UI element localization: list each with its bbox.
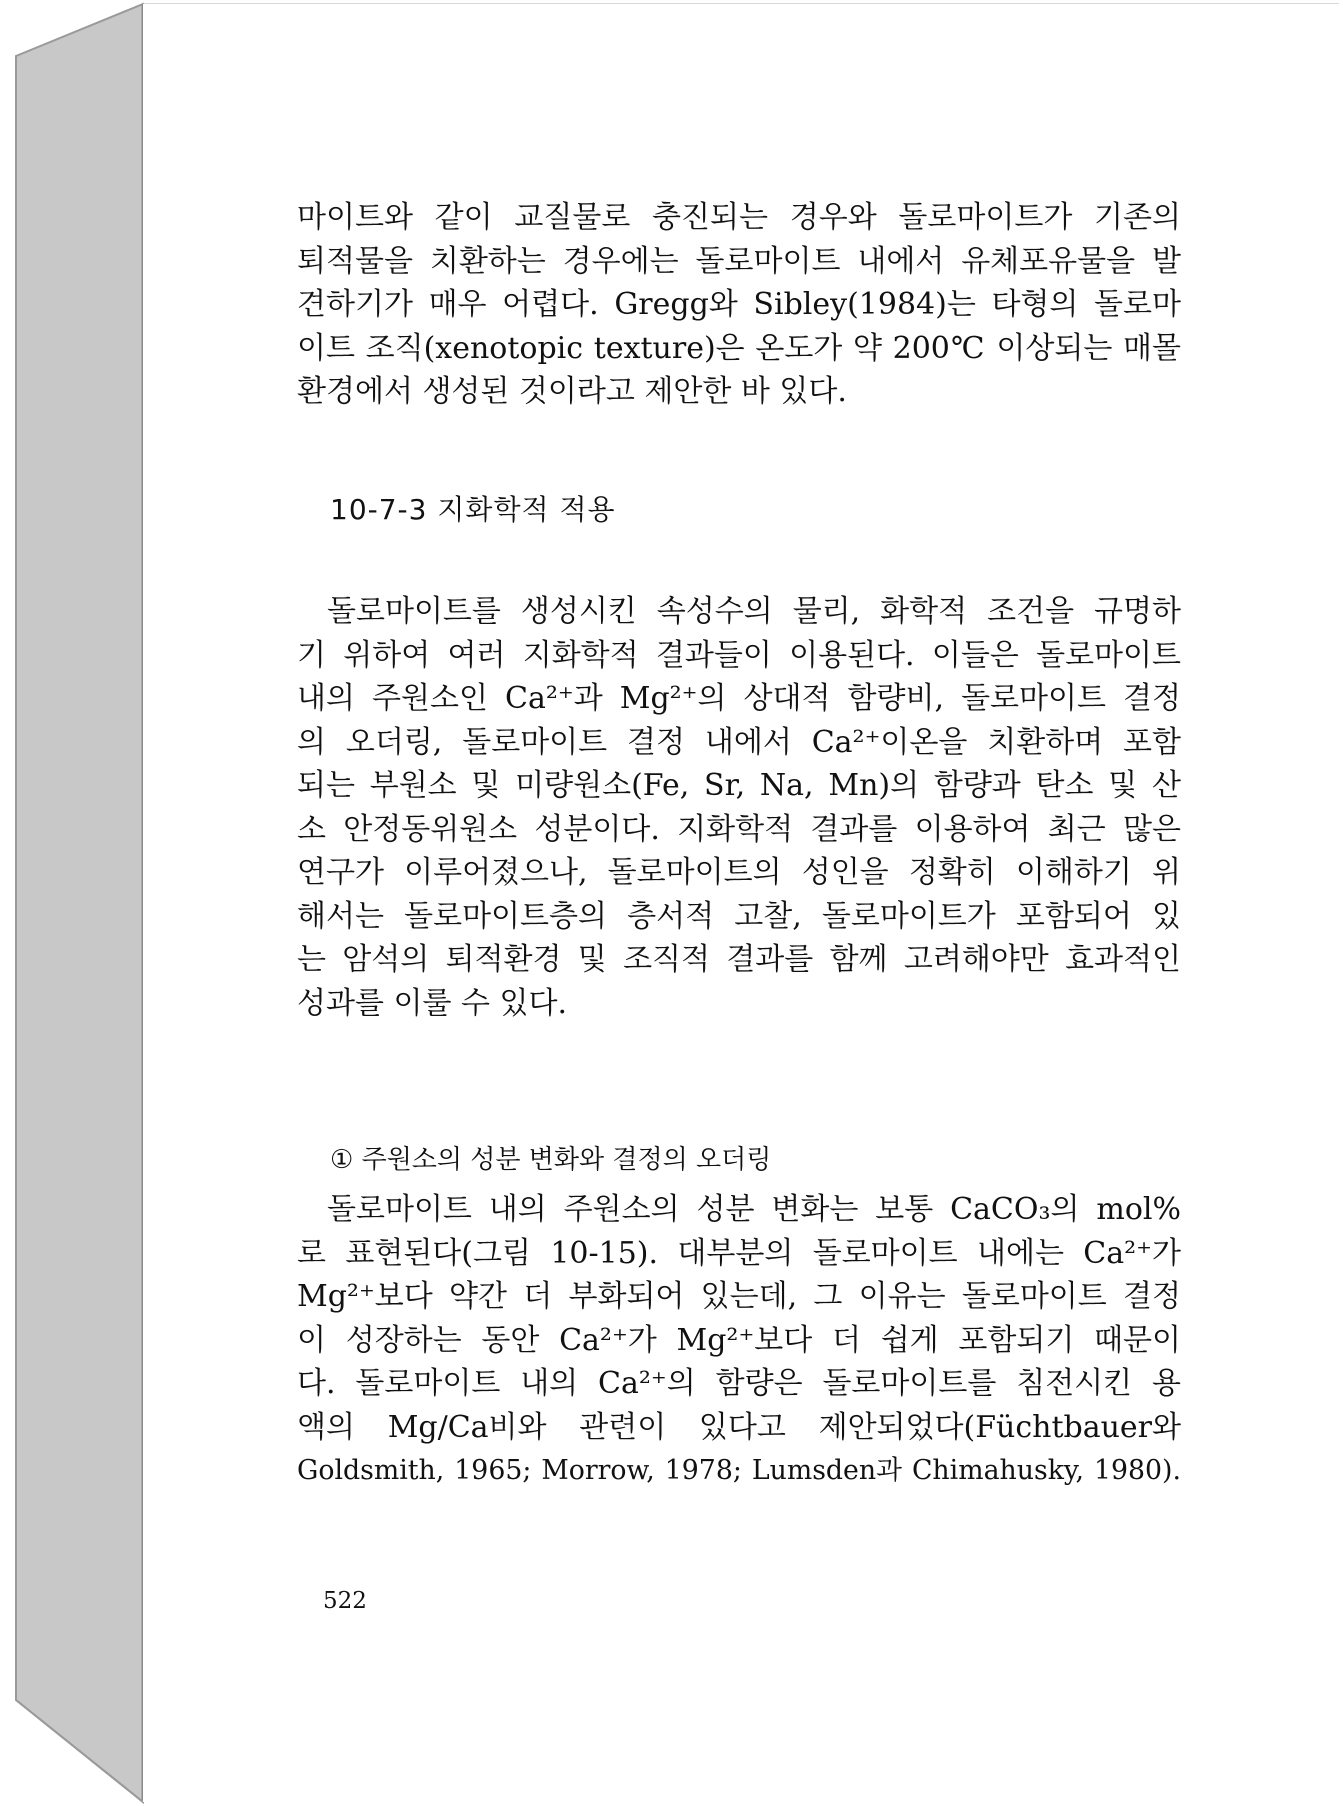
text-line: 성과를 이룰 수 있다.: [297, 985, 567, 1021]
text-line: Mg²⁺보다 약간 더 부화되어 있는데, 그 이유는 돌로마이트 결정: [297, 1279, 1181, 1314]
text-line: 마이트와 같이 교질물로 충진되는 경우와 돌로마이트가 기존의: [297, 200, 1181, 235]
text-line: 환경에서 생성된 것이라고 제안한 바 있다.: [297, 374, 847, 409]
text-line: 액의 Mg/Ca비와 관련이 있다고 제안되었다(Füchtbauer와: [297, 1409, 1181, 1445]
text-line: 이 성장하는 동안 Ca²⁺가 Mg²⁺보다 더 쉽게 포함되기 때문이: [297, 1322, 1181, 1358]
text-line: 되는 부원소 및 미량원소(Fe, Sr, Na, Mn)의 함량과 탄소 및 산: [297, 768, 1181, 803]
body-paragraph-2: [297, 590, 1181, 1025]
text-line: 기 위하여 여러 지화학적 결과들이 이용된다. 이들은 돌로마이트: [297, 637, 1181, 673]
text-line: 는 암석의 퇴적환경 및 조직적 결과를 함께 고려해야만 효과적인: [297, 942, 1181, 977]
text-line: 돌로마이트 내의 주원소의 성분 변화는 보통 CaCO₃의 mol%: [327, 1192, 1181, 1227]
book-spine-side: [16, 4, 143, 1802]
text-line: Goldsmith, 1965; Morrow, 1978; Lumsden과 Chimahusky, 1980).: [297, 1455, 1181, 1486]
text-line: 로 표현된다(그림 10-15). 대부분의 돌로마이트 내에는 Ca²⁺가: [297, 1235, 1181, 1271]
text-line: 퇴적물을 치환하는 경우에는 돌로마이트 내에서 유체포유물을 발: [297, 243, 1181, 279]
subsection-heading: ① 주원소의 성분 변화와 결정의 오더링: [330, 1145, 772, 1175]
text-line: 내의 주원소인 Ca²⁺과 Mg²⁺의 상대적 함량비, 돌로마이트 결정: [297, 681, 1181, 716]
body-paragraph-1: [297, 196, 1181, 414]
text-line: 연구가 이루어졌으나, 돌로마이트의 성인을 정확히 이해하기 위: [297, 855, 1181, 890]
section-heading: 10-7-3 지화학적 적용: [330, 493, 616, 526]
text-line: 해서는 돌로마이트층의 층서적 고찰, 돌로마이트가 포함되어 있: [297, 898, 1181, 934]
text-line: 돌로마이트를 생성시킨 속성수의 물리, 화학적 조건을 규명하: [327, 594, 1181, 629]
body-paragraph-3: [297, 1188, 1181, 1493]
text-line: 이트 조직(xenotopic texture)은 온도가 약 200℃ 이상되는 매몰: [297, 330, 1181, 366]
text-line: 의 오더링, 돌로마이트 결정 내에서 Ca²⁺이온을 치환하며 포함: [297, 724, 1181, 760]
page-number: 522: [323, 1588, 367, 1614]
text-line: 소 안정동위원소 성분이다. 지화학적 결과를 이용하여 최근 많은: [297, 811, 1181, 847]
text-line: 견하기가 매우 어렵다. Gregg와 Sibley(1984)는 타형의 돌로마: [297, 287, 1181, 322]
text-line: 다. 돌로마이트 내의 Ca²⁺의 함량은 돌로마이트를 침전시킨 용: [297, 1366, 1181, 1401]
